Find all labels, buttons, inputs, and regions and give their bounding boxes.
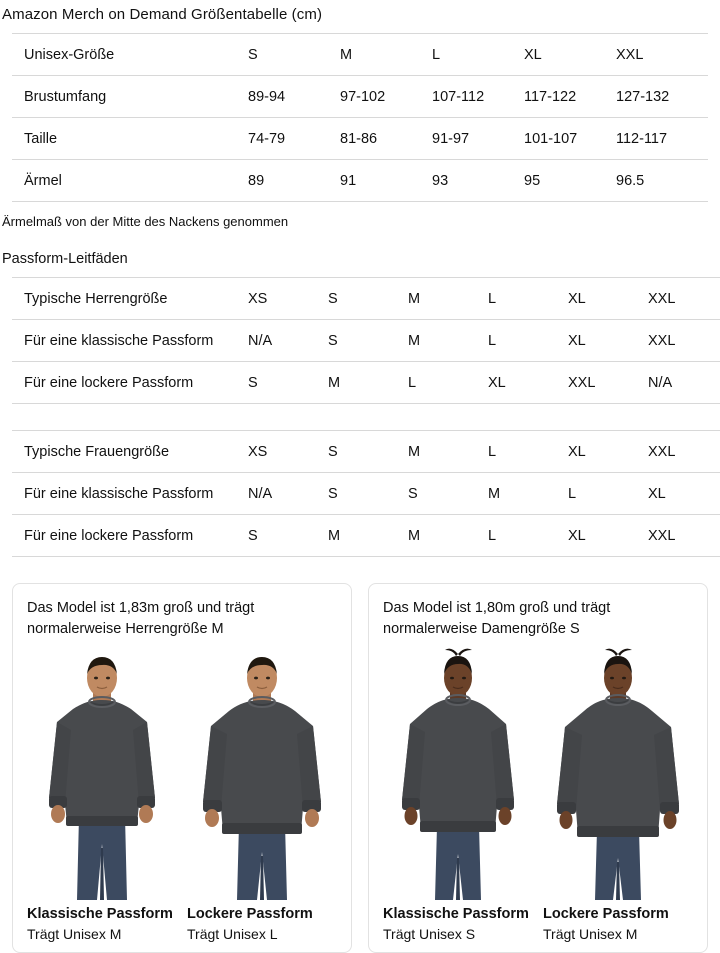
fit-name-mens-classic: Klassische Passform <box>27 906 173 923</box>
cell-womens-classic-0: N/A <box>248 473 328 515</box>
cell-mens-classic-0: N/A <box>248 320 328 362</box>
table-row-header <box>12 34 708 76</box>
cell-waist-l: 91-97 <box>432 118 524 160</box>
size-table <box>12 33 708 202</box>
row-label-typical-womens-size: Typische Frauengröße <box>12 431 248 473</box>
cell-waist-xl: 101-107 <box>524 118 616 160</box>
row-label-sleeve: Ärmel <box>12 160 248 202</box>
table-row <box>12 160 708 202</box>
cell-womens-classic-2: S <box>408 473 488 515</box>
cell-mens-classic-4: XL <box>568 320 648 362</box>
figure-col-mens-loose <box>187 648 337 942</box>
cell-chest-m: 97-102 <box>340 76 432 118</box>
cell-chest-xl: 117-122 <box>524 76 616 118</box>
fit-guides-label: Passform-Leitfäden <box>2 251 128 267</box>
cell-womens-classic-1: S <box>328 473 408 515</box>
cell-mens-typical-1: S <box>328 278 408 320</box>
cell-womens-classic-3: M <box>488 473 568 515</box>
womens-fit-table <box>12 430 720 557</box>
cell-sleeve-m: 91 <box>340 160 432 202</box>
row-label-womens-loose-fit: Für eine lockere Passform <box>12 515 248 557</box>
table-row <box>12 362 720 404</box>
cell-womens-classic-5: XL <box>648 473 720 515</box>
cell-womens-typical-1: S <box>328 431 408 473</box>
model-caption-mens: Das Model ist 1,83m groß und trägt normalerweise Herrengröße M <box>27 600 255 638</box>
model-photo-mens-classic <box>27 648 177 900</box>
cell-mens-loose-2: L <box>408 362 488 404</box>
cell-waist-m: 81-86 <box>340 118 432 160</box>
table-row <box>12 118 708 160</box>
cell-womens-typical-5: XXL <box>648 431 720 473</box>
table-row <box>12 473 720 515</box>
cell-womens-loose-4: XL <box>568 515 648 557</box>
size-table-header-xl: XL <box>524 34 616 76</box>
cell-mens-typical-3: L <box>488 278 568 320</box>
cell-womens-typical-3: L <box>488 431 568 473</box>
cell-womens-loose-3: L <box>488 515 568 557</box>
fit-wears-mens-classic: Trägt Unisex M <box>27 926 122 943</box>
fit-name-womens-loose: Lockere Passform <box>543 906 669 923</box>
cell-mens-loose-0: S <box>248 362 328 404</box>
cell-mens-typical-0: XS <box>248 278 328 320</box>
row-label-typical-mens-size: Typische Herrengröße <box>12 278 248 320</box>
cell-waist-s: 74-79 <box>248 118 340 160</box>
cell-mens-typical-4: XL <box>568 278 648 320</box>
cell-womens-loose-0: S <box>248 515 328 557</box>
row-label-mens-loose-fit: Für eine lockere Passform <box>12 362 248 404</box>
cell-chest-l: 107-112 <box>432 76 524 118</box>
row-label-mens-classic-fit: Für eine klassische Passform <box>12 320 248 362</box>
cell-womens-loose-5: XXL <box>648 515 720 557</box>
cell-sleeve-l: 93 <box>432 160 524 202</box>
fit-wears-womens-loose: Trägt Unisex M <box>543 926 638 943</box>
fit-wears-mens-loose: Trägt Unisex L <box>187 926 278 943</box>
model-cards <box>12 583 708 953</box>
cell-mens-loose-1: M <box>328 362 408 404</box>
cell-womens-classic-4: L <box>568 473 648 515</box>
cell-mens-loose-5: N/A <box>648 362 720 404</box>
cell-sleeve-s: 89 <box>248 160 340 202</box>
cell-mens-classic-3: L <box>488 320 568 362</box>
table-row <box>12 515 720 557</box>
cell-mens-loose-4: XXL <box>568 362 648 404</box>
cell-sleeve-xxl: 96.5 <box>616 160 708 202</box>
cell-mens-loose-3: XL <box>488 362 568 404</box>
page-title: Amazon Merch on Demand Größentabelle (cm) <box>2 6 323 23</box>
model-card-mens <box>12 583 352 953</box>
cell-womens-typical-2: M <box>408 431 488 473</box>
model-caption-womens: Das Model ist 1,80m groß und trägt normalerweise Damengröße S <box>383 600 611 638</box>
cell-womens-typical-4: XL <box>568 431 648 473</box>
figure-group-womens <box>383 648 693 942</box>
model-photo-womens-classic <box>383 648 533 900</box>
row-label-chest: Brustumfang <box>12 76 248 118</box>
cell-mens-classic-2: M <box>408 320 488 362</box>
fit-name-mens-loose: Lockere Passform <box>187 906 313 923</box>
size-table-header-s: S <box>248 34 340 76</box>
size-table-header-m: M <box>340 34 432 76</box>
row-label-womens-classic-fit: Für eine klassische Passform <box>12 473 248 515</box>
cell-womens-loose-1: M <box>328 515 408 557</box>
fit-wears-womens-classic: Trägt Unisex S <box>383 926 476 943</box>
cell-womens-typical-0: XS <box>248 431 328 473</box>
size-table-header-label: Unisex-Größe <box>12 34 248 76</box>
cell-mens-typical-2: M <box>408 278 488 320</box>
figure-col-womens-classic <box>383 648 533 942</box>
figure-col-mens-classic <box>27 648 177 942</box>
row-label-waist: Taille <box>12 118 248 160</box>
table-row <box>12 76 708 118</box>
sleeve-measurement-note: Ärmelmaß von der Mitte des Nackens genommen <box>2 214 289 229</box>
table-row <box>12 431 720 473</box>
figure-col-womens-loose <box>543 648 693 942</box>
table-row <box>12 278 720 320</box>
cell-chest-xxl: 127-132 <box>616 76 708 118</box>
mens-fit-table <box>12 277 720 404</box>
size-table-header-xxl: XXL <box>616 34 708 76</box>
cell-mens-classic-5: XXL <box>648 320 720 362</box>
cell-mens-classic-1: S <box>328 320 408 362</box>
fit-name-womens-classic: Klassische Passform <box>383 906 529 923</box>
cell-womens-loose-2: M <box>408 515 488 557</box>
size-table-header-l: L <box>432 34 524 76</box>
cell-mens-typical-5: XXL <box>648 278 720 320</box>
cell-waist-xxl: 112-117 <box>616 118 708 160</box>
table-spacer <box>0 404 720 430</box>
figure-group-mens <box>27 648 337 942</box>
model-card-womens <box>368 583 708 953</box>
table-row <box>12 320 720 362</box>
cell-sleeve-xl: 95 <box>524 160 616 202</box>
cell-chest-s: 89-94 <box>248 76 340 118</box>
model-photo-womens-loose <box>543 648 693 900</box>
model-photo-mens-loose <box>187 648 337 900</box>
